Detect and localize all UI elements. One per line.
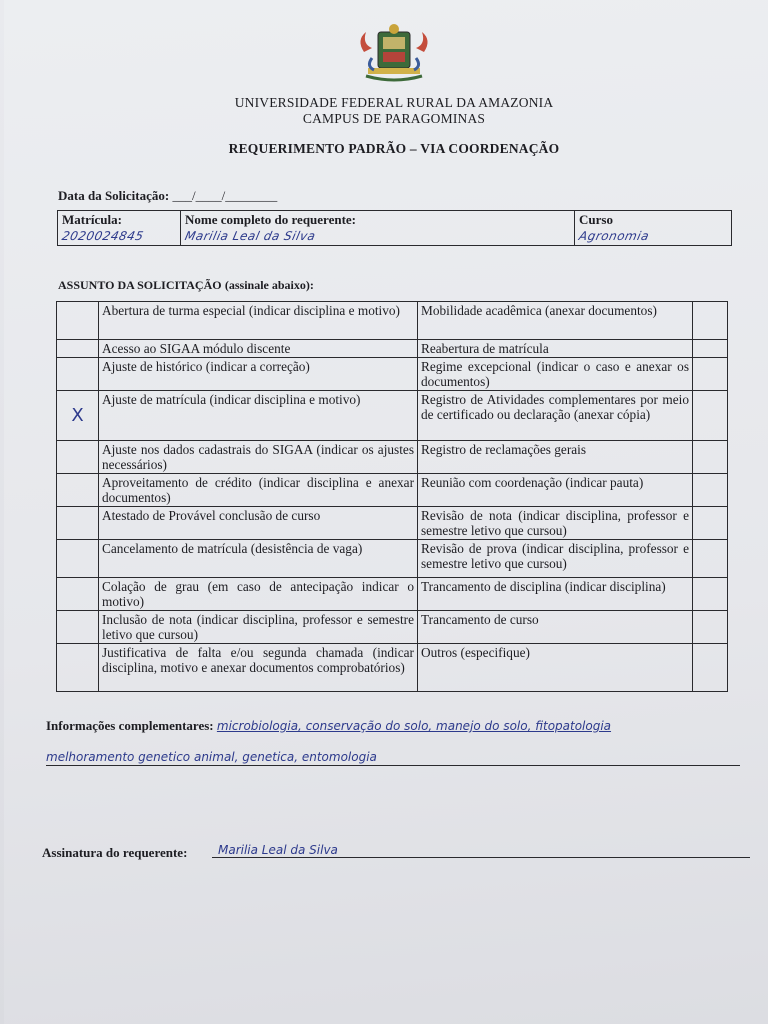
- option-left-label: Atestado de Provável conclusão de curso: [99, 507, 418, 540]
- date-label: Data da Solicitação:: [58, 188, 170, 203]
- option-left-label: Colação de grau (em caso de antecipação indicar o motivo): [99, 578, 418, 611]
- option-left-checkbox[interactable]: [57, 644, 99, 692]
- option-right-checkbox[interactable]: [693, 474, 728, 507]
- option-left-checkbox[interactable]: X: [57, 391, 99, 441]
- university-crest-icon: [356, 22, 432, 84]
- matricula-value: 2020024845: [60, 229, 145, 243]
- nome-cell[interactable]: [181, 211, 575, 246]
- option-right-checkbox[interactable]: [693, 441, 728, 474]
- option-right-label: Reunião com coordenação (indicar pauta): [418, 474, 693, 507]
- option-right-label: Trancamento de curso: [418, 611, 693, 644]
- info-line-1[interactable]: microbiologia, conservação do solo, manejo do solo, fitopatologia: [216, 719, 612, 733]
- option-left-checkbox[interactable]: [57, 540, 99, 578]
- option-row: [57, 474, 728, 507]
- curso-label: Curso: [579, 212, 613, 227]
- option-left-label: Aproveitamento de crédito (indicar disciplina e anexar documentos): [99, 474, 418, 507]
- option-left-label: Abertura de turma especial (indicar disciplina e motivo): [99, 302, 418, 340]
- option-left-label: Cancelamento de matrícula (desistência de vaga): [99, 540, 418, 578]
- info-section: [46, 718, 768, 734]
- option-right-checkbox[interactable]: [693, 340, 728, 358]
- option-right-checkbox[interactable]: [693, 507, 728, 540]
- date-blank: ___/____/________: [172, 188, 278, 203]
- nome-value: Marilia Leal da Silva: [183, 229, 318, 243]
- form-page: [4, 0, 768, 1024]
- option-left-checkbox[interactable]: [57, 611, 99, 644]
- option-row: [57, 611, 728, 644]
- option-right-label: Mobilidade acadêmica (anexar documentos): [418, 302, 693, 340]
- curso-cell[interactable]: [575, 211, 732, 246]
- matricula-label: Matrícula:: [62, 212, 122, 227]
- option-left-checkbox[interactable]: [57, 474, 99, 507]
- option-left-checkbox[interactable]: [57, 578, 99, 611]
- option-right-checkbox[interactable]: [693, 391, 728, 441]
- option-right-label: Registro de Atividades complementares por meio de certificado ou declaração (anexar cópia): [418, 391, 693, 441]
- option-left-label: Inclusão de nota (indicar disciplina, professor e semestre letivo que cursou): [99, 611, 418, 644]
- option-left-checkbox[interactable]: [57, 441, 99, 474]
- option-right-label: Regime excepcional (indicar o caso e anexar os documentos): [418, 358, 693, 391]
- subject-heading: [58, 277, 314, 293]
- option-row: [57, 302, 728, 340]
- curso-value: Agronomia: [577, 229, 651, 243]
- option-row: [57, 358, 728, 391]
- info-label: Informações complementares:: [46, 718, 214, 733]
- campus-name: CAMPUS DE PARAGOMINAS: [302, 111, 486, 126]
- option-row: [57, 578, 728, 611]
- subject-note: (assinale abaixo):: [224, 278, 314, 292]
- option-left-label: Acesso ao SIGAA módulo discente: [99, 340, 418, 358]
- form-title: REQUERIMENTO PADRÃO – VIA COORDENAÇÃO: [228, 141, 560, 156]
- option-left-label: Ajuste nos dados cadastrais do SIGAA (indicar os ajustes necessários): [99, 441, 418, 474]
- option-row: [57, 340, 728, 358]
- info-line-2[interactable]: melhoramento genetico animal, genetica, entomologia: [46, 750, 740, 766]
- option-right-checkbox[interactable]: [693, 358, 728, 391]
- option-left-checkbox[interactable]: [57, 358, 99, 391]
- option-left-checkbox[interactable]: [57, 507, 99, 540]
- option-left-label: Ajuste de histórico (indicar a correção): [99, 358, 418, 391]
- option-left-checkbox[interactable]: [57, 302, 99, 340]
- option-row: [57, 507, 728, 540]
- date-field[interactable]: [58, 188, 277, 204]
- university-name: UNIVERSIDADE FEDERAL RURAL DA AMAZONIA: [234, 95, 554, 110]
- option-row: [57, 391, 728, 441]
- signature-label: Assinatura do requerente:: [42, 845, 188, 860]
- nome-label: Nome completo do requerente:: [185, 212, 357, 227]
- option-right-label: Revisão de nota (indicar disciplina, professor e semestre letivo que cursou): [418, 507, 693, 540]
- option-row: [57, 540, 728, 578]
- option-right-label: Trancamento de disciplina (indicar disciplina): [418, 578, 693, 611]
- option-right-checkbox[interactable]: [693, 302, 728, 340]
- subject-label: ASSUNTO DA SOLICITAÇÃO: [58, 278, 222, 292]
- options-table: [56, 301, 728, 692]
- option-right-label: Registro de reclamações gerais: [418, 441, 693, 474]
- option-right-label: Outros (especifique): [418, 644, 693, 692]
- option-right-label: Reabertura de matrícula: [418, 340, 693, 358]
- option-right-checkbox[interactable]: [693, 611, 728, 644]
- option-row: [57, 644, 728, 692]
- option-left-label: Justificativa de falta e/ou segunda chamada (indicar disciplina, motivo e anexar documentos comprobatórios): [99, 644, 418, 692]
- option-left-checkbox[interactable]: [57, 340, 99, 358]
- signature-field[interactable]: Marilia Leal da Silva: [212, 843, 750, 858]
- matricula-cell[interactable]: [58, 211, 181, 246]
- option-left-label: Ajuste de matrícula (indicar disciplina e motivo): [99, 391, 418, 441]
- identification-table: [57, 210, 732, 246]
- option-right-checkbox[interactable]: [693, 578, 728, 611]
- option-right-label: Revisão de prova (indicar disciplina, professor e semestre letivo que cursou): [418, 540, 693, 578]
- option-right-checkbox[interactable]: [693, 540, 728, 578]
- option-right-checkbox[interactable]: [693, 644, 728, 692]
- option-row: [57, 441, 728, 474]
